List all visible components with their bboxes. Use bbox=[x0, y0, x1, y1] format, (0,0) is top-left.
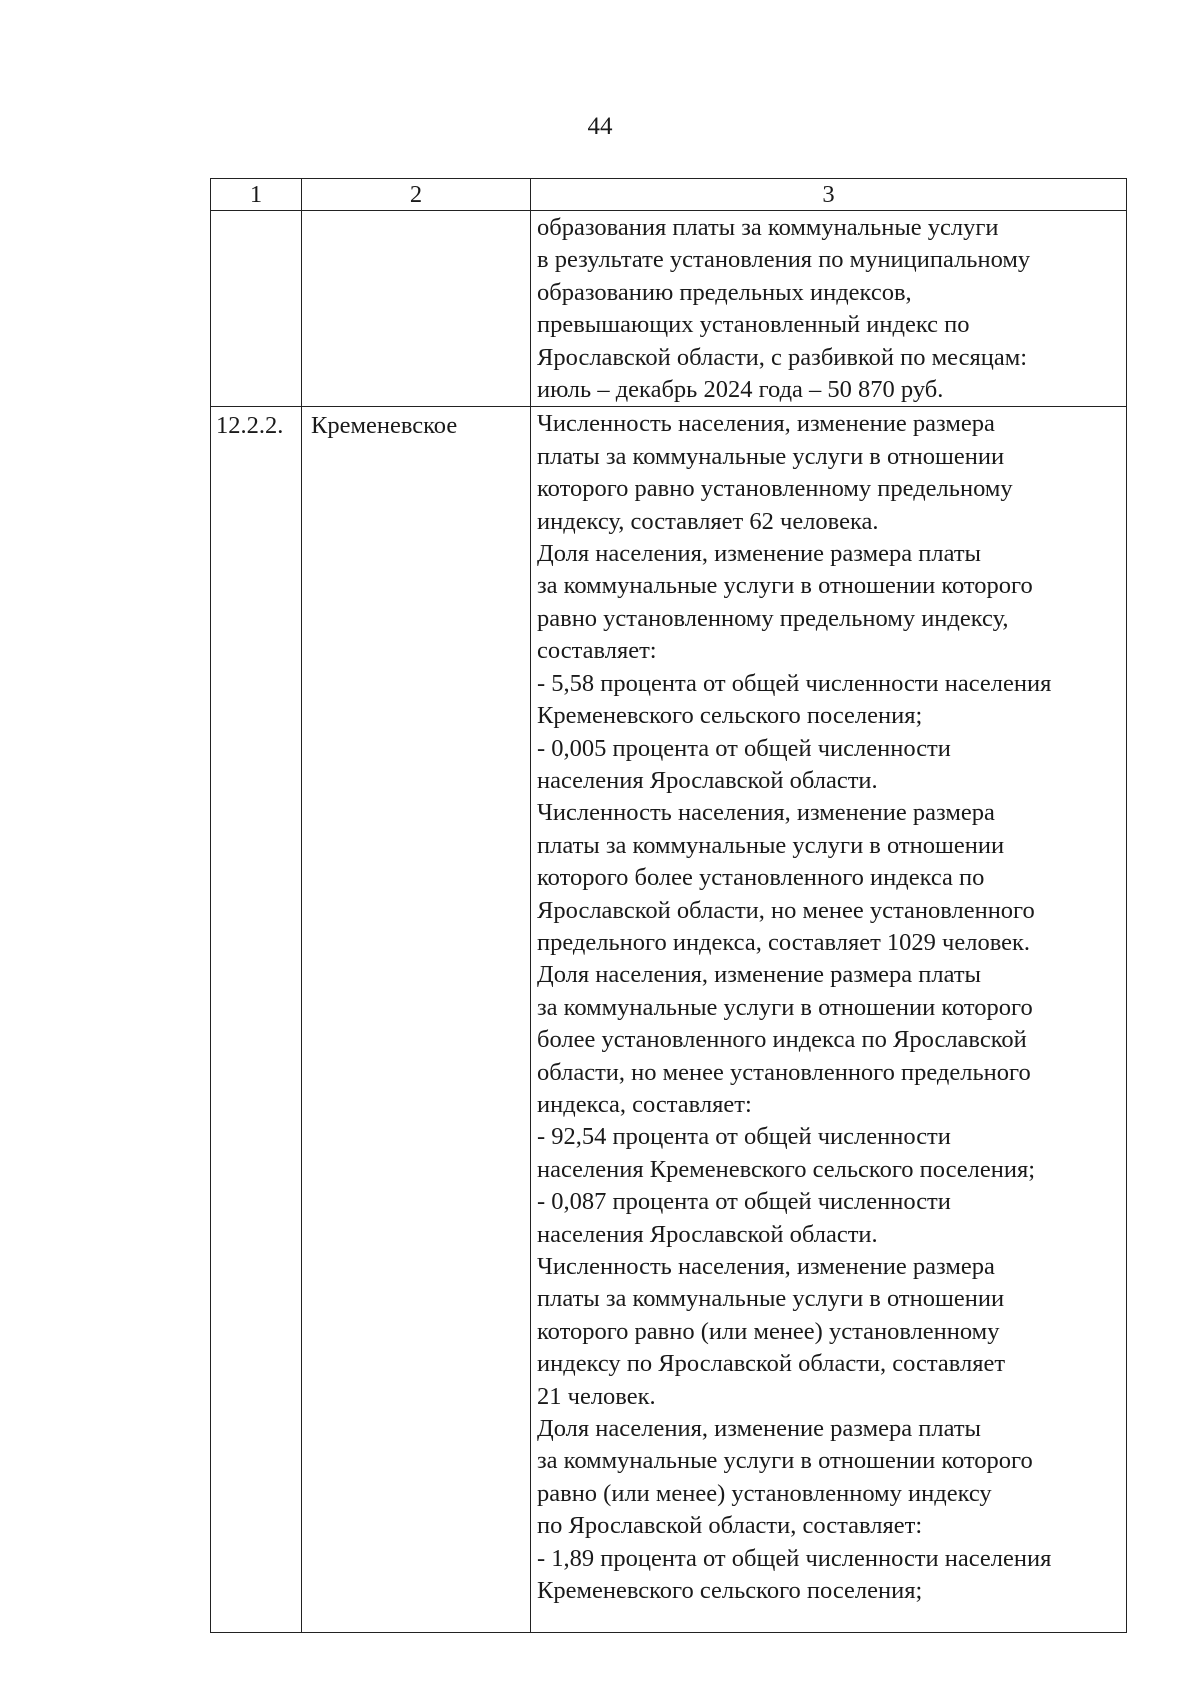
row-name bbox=[302, 211, 530, 214]
text-line: Ярославской области, но менее установленного bbox=[537, 896, 1035, 924]
row-number bbox=[211, 211, 301, 214]
text-line: по Ярославской области, составляет: bbox=[537, 1512, 923, 1540]
column-header: 3 bbox=[531, 179, 1127, 211]
text-line: населения Ярославской области. bbox=[537, 1220, 878, 1248]
text-line: - 0,087 процента от общей численности bbox=[537, 1188, 951, 1216]
text-line: Ярославской области, с разбивкой по месяцам: bbox=[537, 343, 1028, 371]
text-line: - 0,005 процента от общей численности bbox=[537, 734, 951, 762]
data-table bbox=[210, 178, 1127, 1633]
text-line: которого равно установленному предельному bbox=[537, 475, 1013, 503]
text-line: за коммунальные услуги в отношении которого bbox=[537, 993, 1033, 1021]
text-line: индексу, составляет 62 человека. bbox=[537, 507, 879, 535]
text-line: Численность населения, изменение размера bbox=[537, 410, 995, 438]
text-line: предельного индекса, составляет 1029 человек. bbox=[537, 928, 1031, 956]
text-line: за коммунальные услуги в отношении которого bbox=[537, 1447, 1033, 1475]
text-line: Численность населения, изменение размера bbox=[537, 1253, 995, 1280]
text-line: которого более установленного индекса по bbox=[537, 864, 985, 892]
text-line: равно (или менее) установленному индексу bbox=[537, 1479, 992, 1507]
text-line: образованию предельных индексов, bbox=[537, 278, 912, 306]
row-name: Кременевское bbox=[311, 412, 458, 440]
column-header: 2 bbox=[302, 179, 531, 211]
text-line: Доля населения, изменение размера платы bbox=[537, 1415, 981, 1443]
text-line: за коммунальные услуги в отношении которого bbox=[537, 572, 1033, 600]
text-line: равно установленному предельному индексу, bbox=[537, 604, 1009, 632]
row-number: 12.2.2. bbox=[216, 412, 284, 440]
description-cell bbox=[531, 407, 1127, 1633]
text-line: Доля населения, изменение размера платы bbox=[537, 961, 981, 989]
text-line: Кременевского сельского поселения; bbox=[537, 702, 923, 730]
text-line: июль – декабрь 2024 года – 50 870 руб. bbox=[537, 376, 944, 404]
row-name-cell bbox=[302, 211, 531, 407]
page-number: 44 bbox=[587, 113, 613, 140]
text-line: 21 человек. bbox=[537, 1382, 656, 1410]
text-line: - 92,54 процента от общей численности bbox=[537, 1123, 951, 1151]
table-header-row bbox=[211, 179, 1127, 211]
text-line: которого равно (или менее) установленному bbox=[537, 1317, 1000, 1345]
description-text bbox=[531, 211, 1126, 406]
text-line: области, но менее установленного предельного bbox=[537, 1058, 1031, 1086]
table-row bbox=[211, 407, 1127, 1633]
text-line: индексу по Ярославской области, составляет bbox=[537, 1350, 1006, 1378]
text-line: Кременевского сельского поселения; bbox=[537, 1577, 923, 1605]
text-line: Доля населения, изменение размера платы bbox=[537, 540, 981, 568]
text-line: индекса, составляет: bbox=[537, 1090, 752, 1118]
text-line: платы за коммунальные услуги в отношении bbox=[537, 831, 1005, 859]
row-number-cell bbox=[211, 407, 302, 1633]
text-line: населения Кременевского сельского поселения; bbox=[537, 1155, 1036, 1183]
text-line: в результате установления по муниципальному bbox=[537, 246, 1031, 274]
text-line: платы за коммунальные услуги в отношении bbox=[537, 1285, 1005, 1313]
text-line: образования платы за коммунальные услуги bbox=[537, 214, 999, 241]
column-header: 1 bbox=[211, 179, 302, 211]
row-name-cell bbox=[302, 407, 531, 1633]
text-line: превышающих установленный индекс по bbox=[537, 311, 970, 339]
text-line: Численность населения, изменение размера bbox=[537, 799, 995, 827]
table-row bbox=[211, 211, 1127, 407]
row-number-cell bbox=[211, 211, 302, 407]
text-line: населения Ярославской области. bbox=[537, 766, 878, 794]
text-line: - 1,89 процента от общей численности населения bbox=[537, 1544, 1052, 1572]
description-text bbox=[531, 407, 1126, 1607]
text-line: - 5,58 процента от общей численности населения bbox=[537, 669, 1052, 697]
description-cell bbox=[531, 211, 1127, 407]
text-line: платы за коммунальные услуги в отношении bbox=[537, 442, 1005, 470]
text-line: составляет: bbox=[537, 637, 657, 665]
text-line: более установленного индекса по Ярославской bbox=[537, 1026, 1027, 1054]
